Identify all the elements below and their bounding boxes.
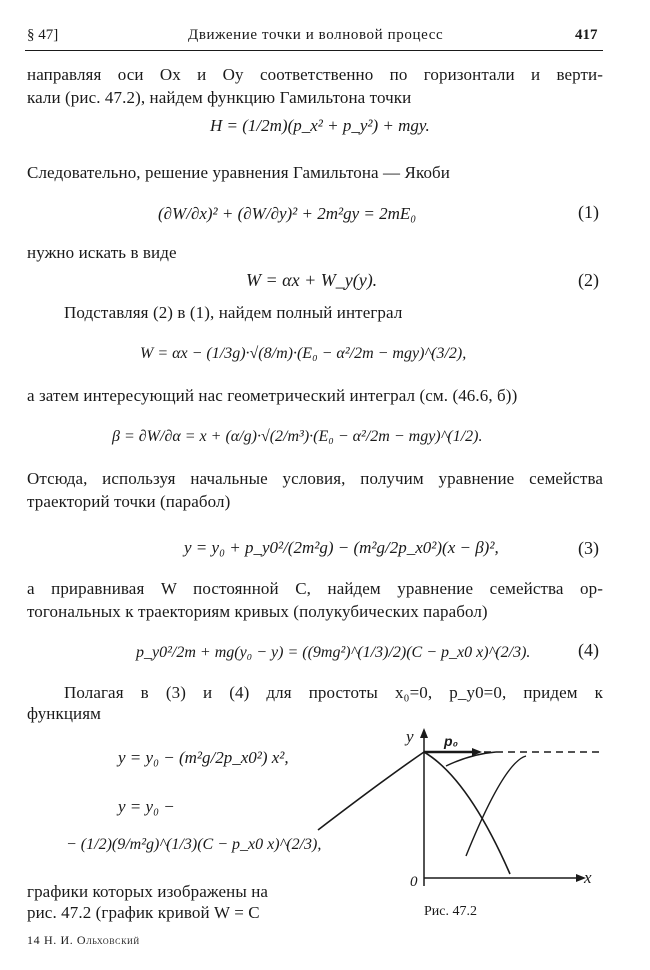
paragraph-line: графики которых изображены на <box>27 882 269 901</box>
equation-function-2a: y = y₀ − <box>118 797 175 816</box>
orthogonal-curve <box>318 752 424 830</box>
author-name: Н. И. Ольховский <box>44 933 140 947</box>
equation-number: (1) <box>578 202 599 222</box>
signature-mark: 14 <box>27 933 41 947</box>
paragraph-line: Следовательно, решение уравнения Гамильтона — Якоби <box>27 163 450 182</box>
equation-function-2b: − (1/2)(9/m²g)^(1/3)(C − p_x0 x)^(2/3), <box>66 836 322 853</box>
axis-label-x: x <box>584 868 592 887</box>
trajectory-parabola-shifted <box>446 752 496 766</box>
paragraph-line: нужно искать в виде <box>27 243 177 262</box>
equation-3: y = y₀ + p_y0²/(2m²g) − (m²g/2p_x0²)(x − β)², <box>184 538 499 557</box>
page-number: 417 <box>575 27 598 43</box>
paragraph-line: Подставляя (2) в (1), найдем полный интеграл <box>64 303 403 322</box>
equation-function-1: y = y₀ − (m²g/2p_x0²) x², <box>118 748 289 767</box>
equation-number: (2) <box>578 270 599 290</box>
paragraph-line: кали (рис. 47.2), найдем функцию Гамильтона точки <box>27 88 412 107</box>
header-rule <box>25 50 603 51</box>
equation-number: (3) <box>578 538 599 558</box>
paragraph-line: функциям <box>27 704 102 723</box>
figure-47-2 <box>316 726 606 896</box>
equation-4: p_y0²/2m + mg(y₀ − y) = ((9mg²)^(1/3)/2)(C − p_x0 x)^(2/3). <box>136 644 531 661</box>
equation-number: (4) <box>578 640 599 660</box>
paragraph-line: тогональных к траекториям кривых (полукубических парабол) <box>27 602 488 621</box>
equation-2: W = αx + W_y(y). <box>246 270 378 290</box>
paragraph-line: траекторий точки (парабол) <box>27 492 231 511</box>
y-axis-arrow-icon <box>420 728 428 738</box>
origin-label: 0 <box>410 874 418 890</box>
header-section: § 47] <box>27 27 59 43</box>
paragraph-line: направляя оси Ox и Oy соответственно по горизонтали и верти- <box>27 65 603 84</box>
equation-hamiltonian: H = (1/2m)(p_x² + p_y²) + mgy. <box>210 116 430 135</box>
header-title: Движение точки и волновой процесс <box>188 27 444 43</box>
equation-full-integral: W = αx − (1/3g)·√(8/m)·(E₀ − α²/2m − mgy)^(3/2), <box>140 345 467 362</box>
figure-caption: Рис. 47.2 <box>424 904 477 919</box>
momentum-label: p₀ <box>444 733 459 749</box>
axis-label-y: y <box>406 727 414 746</box>
trajectory-parabola <box>424 752 510 874</box>
paragraph-line: рис. 47.2 (график кривой W = C <box>27 903 260 922</box>
paragraph-line: а затем интересующий нас геометрический интеграл (см. (46.6, б)) <box>27 386 518 405</box>
paragraph-line: Отсюда, используя начальные условия, получим уравнение семейства <box>27 469 603 488</box>
paragraph-line: Полагая в (3) и (4) для простоты x₀=0, p_y0=0, придем к <box>64 683 603 702</box>
paragraph-line: а приравнивая W постоянной C, найдем уравнение семейства ор- <box>27 579 603 598</box>
equation-1: (∂W/∂x)² + (∂W/∂y)² + 2m²gy = 2mE₀ <box>158 204 417 223</box>
equation-beta: β = ∂W/∂α = x + (α/g)·√(2/m³)·(E₀ − α²/2m − mgy)^(1/2). <box>112 428 483 445</box>
